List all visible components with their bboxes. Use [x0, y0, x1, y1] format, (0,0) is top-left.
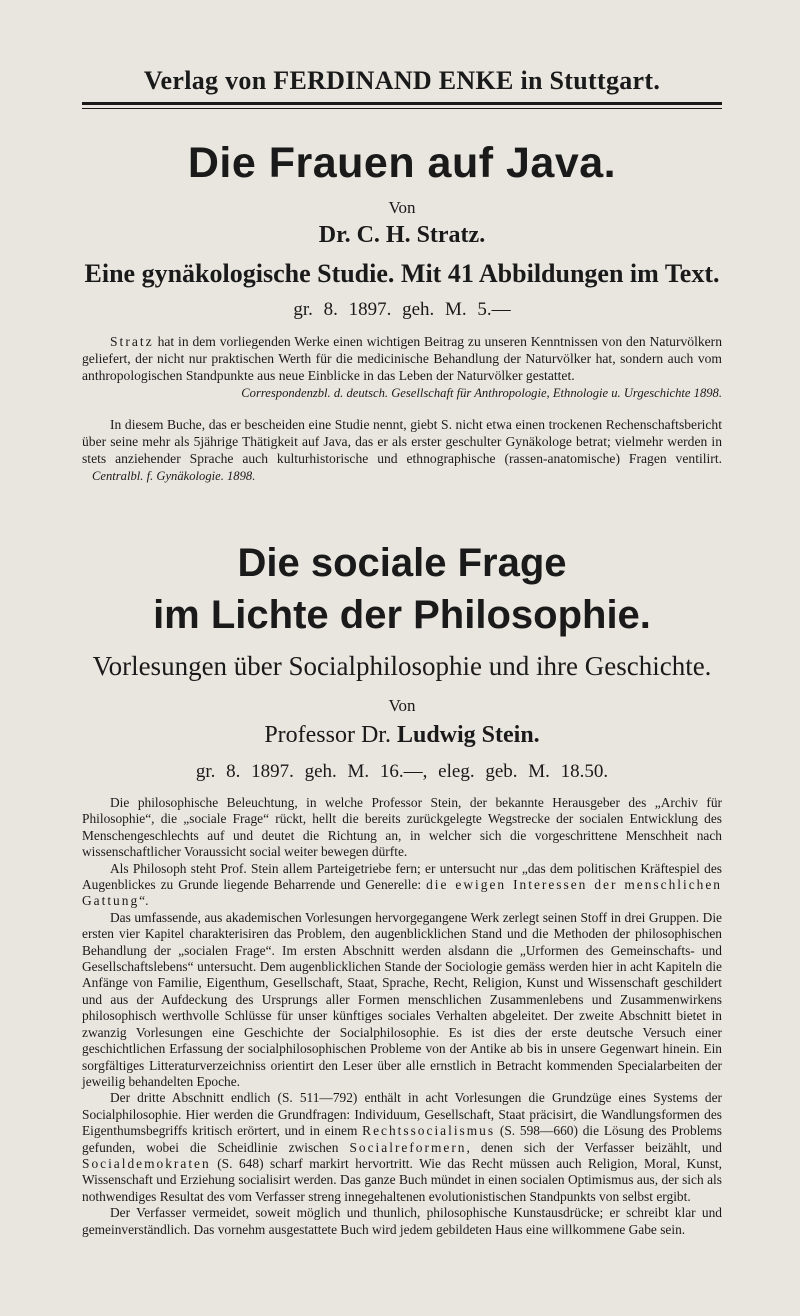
book2-paragraph-3: Das umfassende, aus akademischen Vorlesungen hervorgegangene Werk zerlegt seinen Stoff in drei Gruppen. Die ersten vier Kapitel charakterisiren das Problem, den augenblicklichen Stand und die Methoden der philosophischen Behandlung der „socialen Frage“. Im ersten Abschnitt werden alsdann die „Urformen des Gemeinschafts- und Gesellschaftslebens“ untersucht. Dem augenblicklichen Stande der Sociologie gemäss werden hier in acht Kapiteln die Anfänge von Familie, Eigenthum, Gesellschaft, Staat, Sprache, Recht, Religion, Kunst und Wissenschaft geschildert und aus der Aufdeckung des Ursprungs aller Formen menschlichen Zusammenlebens und Zusammenwirkens philosophisch werthvolle Schlüsse für unser künftiges sociales Verhalten abgeleitet. Der zweite Abschnitt bietet in zwanzig Vorlesungen eine Geschichte der Socialphilosophie. Es ist dies der erste deutsche Versuch einer geschichtlichen Erfassung der socialphilosophischen Probleme von der Antike ab bis in unsere Gegenwart hinein. Ein sorgfältiges Litteraturverzeichniss orientirt den Leser über alle ernstlich in Betracht kommenden Specialarbeiten der jeweilig behandelten Epoche. [82, 909, 722, 1089]
book2-author-name: Ludwig Stein. [396, 722, 540, 748]
review1-text: hat in dem vorliegenden Werke einen wichtigen Beitrag zu unseren Kenntnissen von den Naturvölkern geliefert, der nicht nur praktischen Werth für die medicinische Behandlung der Naturvölker hat, sondern auch vom anthropologischen Standpunkte aus neue Einblicke in das Leben der Naturvölker gestattet. [82, 334, 722, 383]
review2-source: Centralbl. f. Gynäkologie. 1898. [92, 469, 256, 483]
book2-title-line2: im Lichte der Philosophie. [153, 593, 651, 637]
book2-paragraph-5: Der Verfasser vermeidet, soweit möglich und thunlich, philosophische Kunstausdrücke; er schreibt klar und gemeinverständlich. Das vornehm ausgestattete Buch wird jedem gebildeten Haus eine willkommene Gabe sein. [82, 1205, 722, 1237]
publisher-line: Verlag von FERDINAND ENKE in Stuttgart. [143, 66, 661, 95]
p2-emphasis: die ewigen Interessen der menschlichen Gattung [82, 877, 723, 909]
p2-text-c: “. [139, 893, 149, 909]
book1-author: Dr. C. H. Stratz. [318, 222, 486, 248]
p4-text-c: (S. 598—660) die Lösung des Problems gefunden, wobei die Scheidlinie zwischen [82, 1123, 722, 1155]
p2-text-a: Als Philosoph steht Prof. Stein allem Parteigetriebe fern; er untersucht nur „das dem politischen Kräftespiel des Augenblickes zu Grunde liegende Beharrende und Generelle: [82, 860, 722, 893]
book1-title: Die Frauen auf Java. [187, 139, 617, 187]
book1-review-1 [82, 333, 722, 384]
book2-author [82, 722, 722, 749]
book2-subtitle: Vorlesungen über Socialphilosophie und ihre Geschichte. [92, 651, 712, 681]
book1-review-2 [82, 416, 722, 485]
book2-paragraph-1: Die philosophische Beleuchtung, in welche Professor Stein, der bekannte Herausgeber des „Archiv für Philosophie“, die „sociale Frage“ rückt, hellt die bereits zurückgelegte Wegstrecke der socialen Entwicklung des Menschengeschlechts auf und deutet die Richtung an, in welcher sich die vorgeschrittene Menschheit nach wissenschaftlicher Voraussicht social weiter bewegen dürfte. [82, 795, 722, 860]
book2-price: gr. 8. 1897. geh. M. 16.—, eleg. geb. M. 18.50. [195, 761, 609, 782]
p4-text-g: (S. 648) scharf markirt hervortritt. Wie das Recht müssen auch Religion, Moral, Kunst, Wissenschaft und Erziehung socialisirt werden. Das ganze Buch mündet in einen socialen Optimismus aus, der sich als nothwendiges Resultat des vom Verfasser streng innegehaltenen evolutionistischen Standpunkts von selbst ergibt. [82, 1155, 722, 1204]
book2-title-line1: Die sociale Frage [237, 541, 567, 585]
book2-paragraph-4 [82, 1090, 722, 1205]
review1-author-name: Stratz [110, 334, 154, 349]
p4-text-e: , denen sich der Verfasser beizählt, und [466, 1139, 723, 1155]
book1-review-1-source-line [82, 384, 722, 402]
p4-emphasis-rechtssocialismus: Rechtssocialismus [362, 1123, 496, 1139]
review1-source: Correspondenzbl. d. deutsch. Gesellschaft für Anthropologie, Ethnologie u. Urgeschichte 1898. [241, 386, 722, 400]
p4-emphasis-socialdemokraten: Socialdemokraten [82, 1155, 211, 1171]
book2-author-prefix: Professor Dr. [264, 722, 397, 748]
header-rule-thin [82, 108, 722, 109]
book2-title [82, 537, 722, 641]
book1-von: Von [388, 198, 416, 217]
header-rule-thick [82, 102, 722, 105]
book2-paragraph-2 [82, 861, 722, 910]
p4-text-a: Der dritte Abschnitt endlich (S. 511—792) enthält in acht Vorlesungen die Grundzüge eines Systems der Socialphilosophie. Hier werden die Grundfragen: Individuum, Gesellschaft, Staat präcisirt, die Wandlungsformen des Eigenthumsbegriffs kritisch erörtert, und in einem [82, 1090, 722, 1139]
p4-emphasis-socialreformern: Socialreformern [349, 1139, 467, 1155]
book1-price: gr. 8. 1897. geh. M. 5.— [293, 299, 511, 320]
book2-von: Von [388, 696, 416, 715]
review2-text: In diesem Buche, das er bescheiden eine Studie nennt, giebt S. nicht etwa einen trockenen Rechenschaftsbericht über seine mehr als 5jährige Thätigkeit auf Java, das er als erster geschulter Gynäkologe betrat; vielmehr werden in stets anziehender Sprache auch kulturhistorische und ethnographische (rassen-anatomische) Fragen ventilirt. [82, 417, 722, 466]
book2-description [82, 795, 722, 1238]
book1-subtitle: Eine gynäkologische Studie. Mit 41 Abbildungen im Text. [84, 259, 720, 288]
